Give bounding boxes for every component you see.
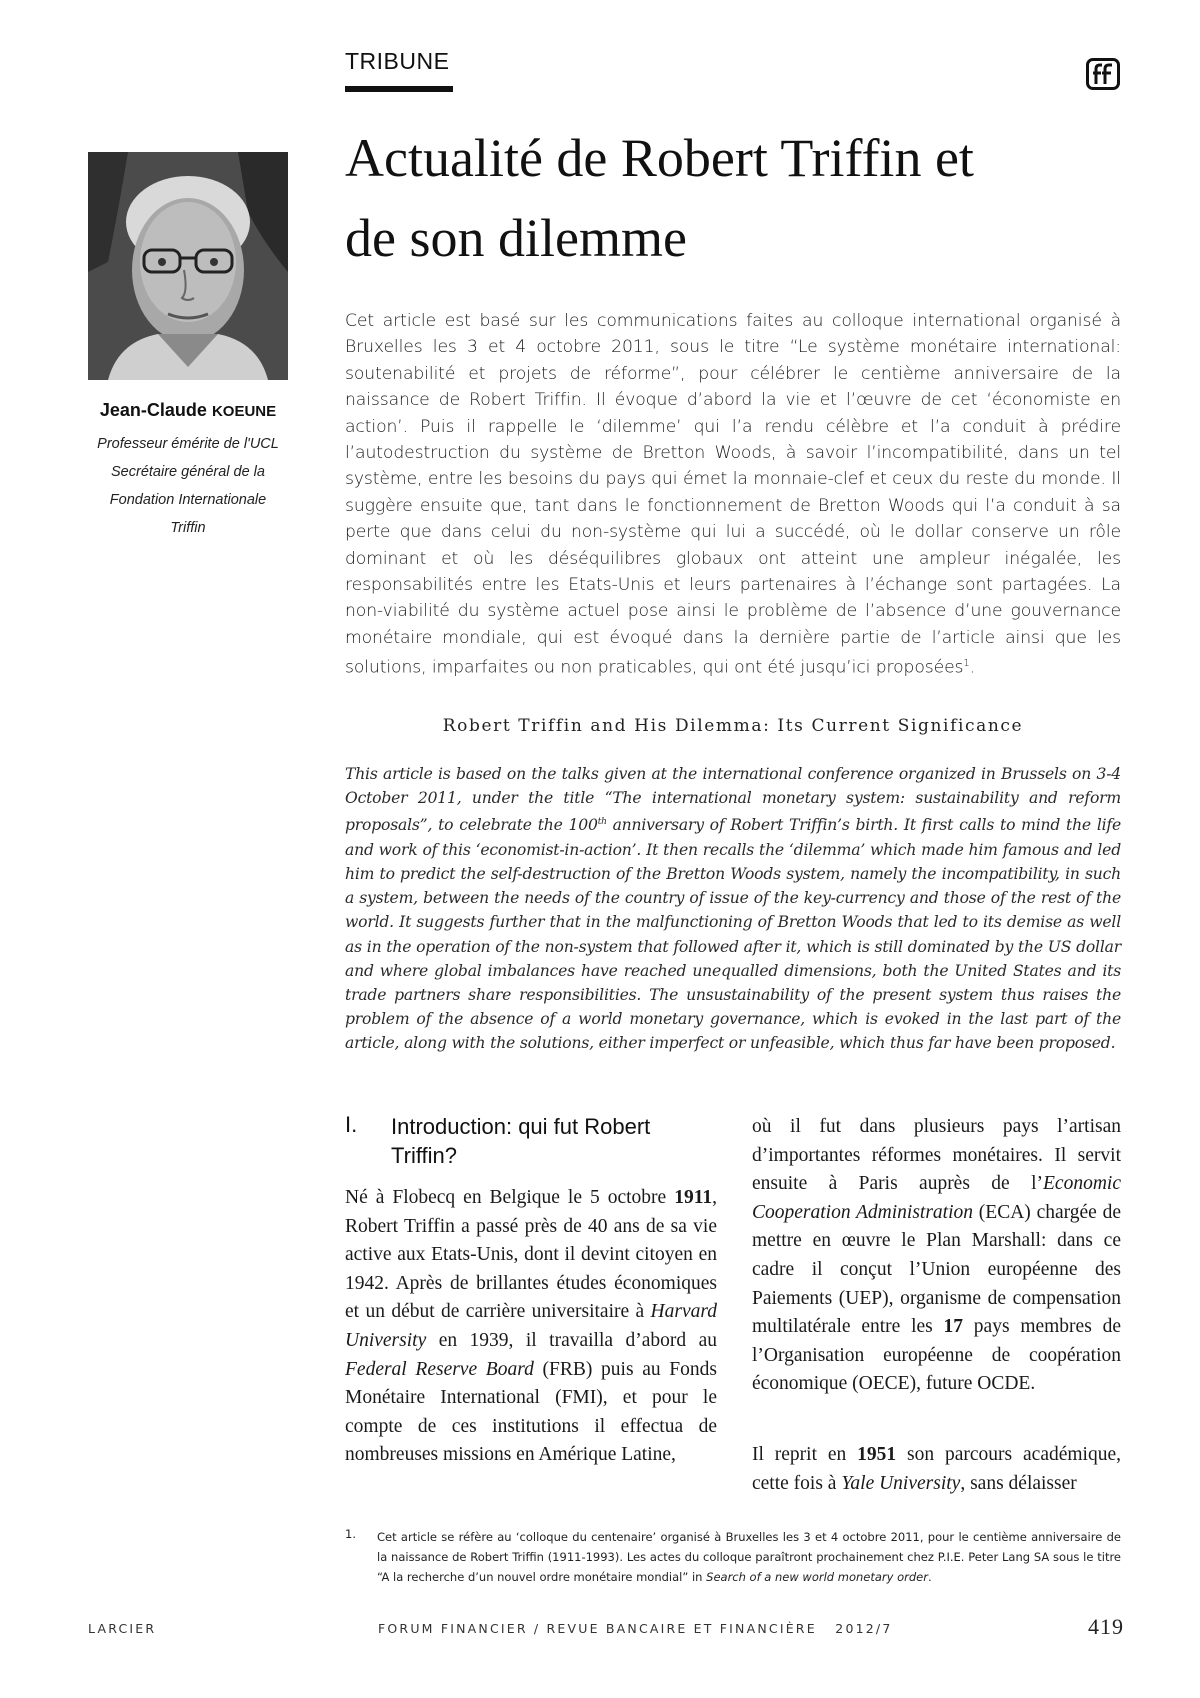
author-role-line: Fondation Internationale [109, 492, 267, 508]
body-text: Né à Flobecq en Belgique le 5 octobre [345, 1187, 675, 1208]
author-name [60, 400, 316, 421]
abstract-english-text-2: anniversary of Robert Triffin’s birth. It first calls to mind the life and work of this ‘economist-in-action’. It then recalls the ‘dilemma’ which made him famous and led him to predict the self-destruction of the Bretton Woods system, namely the incompatibility, in such a system, between the needs of the country of issue of the key-currency and those of the rest of the world. It suggests further that in the malfunctioning of Bretton Woods that led to its demise as well as in the operation of the non-system that followed after it, which is still dominated by the US dollar and where global imbalances have reached unequalled dimensions, both the United States and its trade partners share responsibilities. The unsustainability of the present system thus raises the problem of the absence of a world monetary governance, which is evoked in the last part of the article, along with the solutions, either imperfect or unfeasible, which thus far have been proposed. [345, 816, 1122, 1053]
body-bold: 1951 [857, 1444, 897, 1465]
footnote-end: . [927, 1570, 932, 1584]
footnote-body: Cet article se réfère au ‘colloque du centenaire’ organisé à Bruxelles les 3 et 4 octobre 2011, pour le centième anniversaire de la naissance de Robert Triffin (1911-1993). Les actes du colloque paraîtront prochainement chez P.I.E. Peter Lang SA sous le titre “A la recherche d’un nouvel ordre monétaire mondial” in [377, 1530, 1121, 1584]
body-text: (ECA) chargée de mettre en œuvre le Plan Marshall: dans ce cadre il conçut l’Union européenne des Paiements (UEP), organisme de compensation multilatérale entre les [752, 1201, 1122, 1338]
body-column-right-para-2 [752, 1441, 1121, 1498]
english-abstract-title: Robert Triffin and His Dilemma: Its Current Significance [442, 716, 1024, 736]
author-first-name: Jean-Claude [99, 400, 207, 420]
page-number: 419 [1088, 1614, 1124, 1639]
body-text: , sans délaisser [960, 1472, 1077, 1494]
author-portrait-image [88, 152, 288, 380]
ordinal-suffix: th [597, 817, 607, 828]
section-number: I. [345, 1112, 358, 1137]
body-italic: Federal Reserve Board [345, 1358, 534, 1380]
abstract-french [345, 308, 1121, 681]
body-italic: Yale University [841, 1472, 961, 1494]
section-heading: Introduction: qui fut Robert Triffin? [391, 1114, 651, 1168]
ff-logo-glyph [1090, 62, 1116, 86]
body-italic: Harvard University [345, 1301, 717, 1351]
body-bold: 1911 [674, 1187, 713, 1208]
footer-journal: FORUM FINANCIER / REVUE BANCAIRE ET FINANCIÈRE 2012/7 [378, 1621, 893, 1636]
body-text: où il fut dans plusieurs pays l’artisan d’importantes réformes monétaires. Il servit ensuite à Paris auprès de l’ [752, 1116, 1121, 1195]
body-text: pays membres de l’Organisation européenne de coopération économique (OECE), future OCDE. [752, 1316, 1121, 1395]
body-text: en 1939, il travailla d’abord au [426, 1329, 717, 1351]
footer-publisher: LARCIER [88, 1621, 157, 1636]
author-role-line: Professeur émérite de l'UCL [97, 436, 279, 452]
abstract-french-text: Cet article est basé sur les communications faites au colloque international organisé à Bruxelles les 3 et 4 octobre 2011, sous le titre “Le système monétaire international: soutenabilité et projets de réforme”, pour célébrer le centième anniversaire de la naissance de Robert Triffin. Il évoque d’abord la vie et l’œuvre de cet ‘économiste en action’. Puis il rappelle le ‘dilemme’ qui l’a rendu célèbre et l’a conduit à prédire l’autodestruction du système de Bretton Woods, à savoir l’incompatibilité, dans un tel système, entre les besoins du pays qui émet la monnaie-clef et ceux du reste du monde. Il suggère ensuite que, tant dans le fonctionnement de Bretton Woods qui l’a conduit à sa perte que dans celui du non-système qui lui a succédé, où le dollar conserve un rôle dominant et où les déséquilibres globaux ont atteint une ampleur inégalée, les responsabilités entre les Etats-Unis et leurs partenaires à l’échange sont partagées. La non-viabilité du système actuel pose ainsi le problème de l’absence d’une gouvernance monétaire mondiale, qui est évoqué dans la dernière partie de l’article ainsi que les solutions, imparfaites ou non praticables, qui ont été jusqu’ici proposées [345, 311, 1121, 679]
footnote-italic: Search of a new world monetary order [706, 1570, 928, 1584]
body-text: , Robert Triffin a passé près de 40 ans de sa vie active aux Etats-Unis, dont il devint citoyen en 1942. Après de brillantes études économiques et un début de carrière universitaire à [345, 1187, 717, 1323]
abstract-english-text-1: This article is based on the talks given at the international conference organized in Brussels on 3-4 October 2011, under the title “The international monetary system: sustainability and reform proposals”, to celebrate the 100 [345, 765, 1121, 835]
author-last-name [212, 403, 276, 420]
ff-logo-icon [1086, 58, 1120, 90]
author-last-name-text: KOEUNE [211, 403, 277, 420]
footnote-text [377, 1527, 1121, 1587]
title-line-2: de son dilemme [345, 208, 687, 268]
footnote-ref[interactable]: 1 [963, 658, 970, 670]
footnote-number: 1. [345, 1527, 356, 1541]
article-title [345, 118, 1065, 278]
author-role-line: Secrétaire général de la [111, 464, 265, 480]
author-role-line: Triffin [170, 520, 206, 536]
author-affiliation [70, 430, 306, 542]
body-italic: Economic Cooperation Administration [752, 1173, 1121, 1223]
title-line-1: Actualité de Robert Triffin et [345, 128, 974, 188]
section-rule [345, 86, 453, 92]
author-photo [88, 152, 288, 380]
body-column-left [345, 1184, 717, 1470]
body-column-right-para-1 [752, 1113, 1121, 1399]
abstract-french-end: . [969, 658, 976, 679]
abstract-english [345, 762, 1121, 1056]
body-text: Il reprit en [752, 1444, 858, 1465]
body-bold: 17 [943, 1316, 964, 1338]
section-label: TRIBUNE [345, 48, 450, 74]
body-text: (FRB) puis au Fonds Monétaire International (FMI), et pour le compte de ces institutions il effectua de nombreuses missions en Amérique Latine, [345, 1358, 717, 1466]
body-text: son parcours académique, cette fois à [752, 1444, 1121, 1494]
